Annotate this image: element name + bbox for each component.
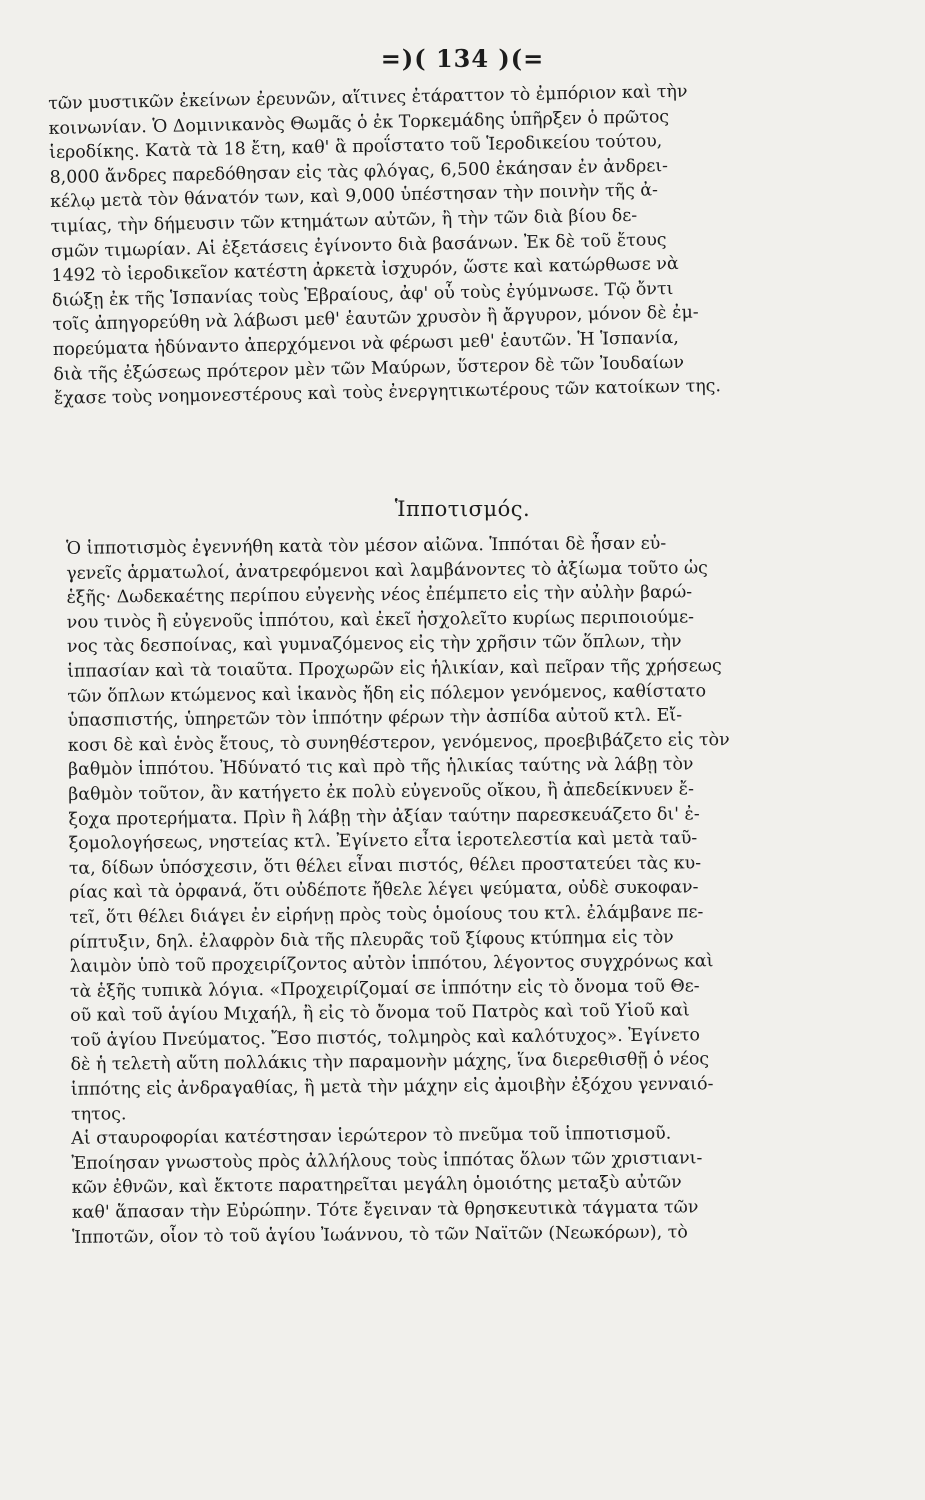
paragraph-chivalry-origin xyxy=(48,530,831,1127)
text-line: ξομολογήσεως, νηστείας κτλ. Ἐγίνετο εἶτα ἱεροτελεστία καὶ μετὰ ταῦ- xyxy=(68,828,698,854)
paragraph-continuation xyxy=(48,77,832,412)
section-heading: Ἱπποτισμός. xyxy=(394,497,531,521)
text-line: νου τινὸς ἢ εὐγενοῦς ἱππότου, καὶ ἐκεῖ ἠσχολεῖτο κυρίως περιποιούμε- xyxy=(66,607,695,633)
text-line: ὑπασπιστής, ὑπηρετῶν τὸν ἱππότην φέρων τὴν ἀσπίδα αὐτοῦ κτλ. Εἴ- xyxy=(67,705,683,731)
text-line: διὰ τῆς ἐξώσεως πρότερον μὲν τῶν Μαύρων, ὕστερον δὲ τῶν Ἰουδαίων xyxy=(53,352,685,385)
text-line: σμῶν τιμωρίαν. Αἱ ἐξετάσεις ἐγίνοντο διὰ βασάνων. Ἐκ δὲ τοῦ ἔτους xyxy=(50,229,667,262)
page-number: =)( 134 )(= xyxy=(380,44,545,73)
text-line: κοσι δὲ καὶ ἑνὸς ἔτους, τὸ συνηθέστερον, γενόμενος, προεβιβάζετο εἰς τὸν xyxy=(67,729,730,756)
text-line: Ἱπποτῶν, οἷον τὸ τοῦ ἁγίου Ἰωάννου, τὸ τῶν Ναϊτῶν (Νεωκόρων), τὸ xyxy=(72,1222,688,1248)
text-line: κοινωνίαν. Ὁ Δομινικανὸς Θωμᾶς ὁ ἐκ Τορκεμάδης ὑπῆρξεν ὁ πρῶτος xyxy=(48,106,670,139)
text-line: 1492 τὸ ἱεροδικεῖον κατέστη ἀρκετὰ ἰσχυρόν, ὥστε καὶ κατώρθωσε νὰ xyxy=(51,254,679,287)
text-line: τητος. xyxy=(70,1103,127,1125)
text-line: καθ' ἅπασαν τὴν Εὐρώπην. Τότε ἔγειναν τὰ θρησκευτικὰ τάγματα τῶν xyxy=(71,1197,699,1223)
text-line: γενεῖς ἁρματωλοί, ἀνατρεφόμενοι καὶ λαμβάνοντες τὸ ἀξίωμα τοῦτο ὡς xyxy=(66,557,708,584)
text-line: ἱεροδίκης. Κατὰ τὰ 18 ἔτη, καθ' ἃ προΐστατο τοῦ Ἱεροδικείου τούτου, xyxy=(48,131,663,164)
text-line: ξοχα προτερήματα. Πρὶν ἢ λάβῃ τὴν ἀξίαν ταύτην παρεσκευάζετο δι' ἐ- xyxy=(68,803,700,830)
text-line: διώξῃ ἐκ τῆς Ἱσπανίας τοὺς Ἑβραίους, ἀφ' οὗ τοὺς ἐγύμνωσε. Τῷ ὄντι xyxy=(51,278,674,311)
text-line: βαθμὸν τοῦτον, ἂν κατήγετο ἐκ πολὺ εὐγενοῦς οἴκου, ἢ ἀπεδείκνυεν ἔ- xyxy=(68,779,695,805)
text-line: νος τὰς δεσποίνας, καὶ γυμναζόμενος εἰς τὴν χρῆσιν τῶν ὅπλων, τὴν xyxy=(66,631,682,658)
text-line: κέλῳ μετὰ τὸν θάνατόν των, καὶ 9,000 ὑπέστησαν τὴν ποινὴν τῆς ἀ- xyxy=(49,180,659,213)
text-line: τιμίας, τὴν δήμευσιν τῶν κτημάτων αὐτῶν, ἢ τὴν τῶν διὰ βίου δε- xyxy=(50,205,638,237)
paragraph-crusades xyxy=(53,1120,832,1250)
text-line: τεῖ, ὅτι θέλει διάγει ἐν εἰρήνῃ πρὸς τοὺς ὁμοίους του κτλ. ἐλάμβανε πε- xyxy=(69,902,704,928)
text-line: λαιμὸν ὑπὸ τοῦ προχειρίζοντος αὐτὸν ἱππότου, λέγοντος συγχρόνως καὶ xyxy=(69,951,714,977)
text-line: ρίας καὶ τὰ ὀρφανά, ὅτι οὐδέποτε ἤθελε λέγει ψεύματα, οὐδὲ συκοφαν- xyxy=(69,877,699,904)
text-line: Αἱ σταυροφορίαι κατέστησαν ἱερώτερον τὸ πνεῦμα τοῦ ἱπποτισμοῦ. xyxy=(71,1123,672,1150)
text-line: Ἐποίησαν γνωστοὺς πρὸς ἀλλήλους τοὺς ἱππότας ὅλων τῶν χριστιανι- xyxy=(71,1148,703,1174)
text-line: τα, δίδων ὑπόσχεσιν, ὅτι θέλει εἶναι πιστός, θέλει προστατεύει τὰς κυ- xyxy=(68,853,702,879)
text-line: ἑξῆς· Δωδεκαέτης περίπου εὐγενὴς νέος ἐπέμπετο εἰς τὴν αὐλὴν βαρώ- xyxy=(66,582,693,609)
text-line: τοῦ ἁγίου Πνεύματος. Ἔσο πιστός, τολμηρὸς καὶ καλότυχος». Ἐγίνετο xyxy=(70,1025,701,1051)
text-line: κῶν ἐθνῶν, καὶ ἔκτοτε παρατηρεῖται μεγάλη ὁμοιότης μεταξὺ αὐτῶν xyxy=(71,1172,682,1199)
text-line: τὰ ἑξῆς τυπικὰ λόγια. «Προχειρίζομαί σε ἱππότην εἰς τὸ ὄνομα τοῦ Θε- xyxy=(69,976,700,1002)
text-line: τῶν ὅπλων κτώμενος καὶ ἱκανὸς ἤδη εἰς πόλεμον γενόμενος, καθίστατο xyxy=(67,680,707,707)
text-block-continuation xyxy=(48,77,832,412)
text-line: Ὁ ἱπποτισμὸς ἐγεννήθη κατὰ τὸν μέσον αἰῶνα. Ἱππόται δὲ ἦσαν εὐ- xyxy=(66,533,667,559)
text-line: δὲ ἡ τελετὴ αὕτη πολλάκις τὴν παραμονὴν μάχης, ἵνα διερεθισθῇ ὁ νέος xyxy=(70,1049,710,1076)
text-line: ἱππότης εἰς ἀνδραγαθίας, ἢ μετὰ τὴν μάχην εἰς ἀμοιβὴν ἐξόχου γενναιό- xyxy=(70,1074,714,1100)
text-block-chivalry xyxy=(48,530,832,1250)
text-line: ρίπτυξιν, δηλ. ἐλαφρὸν διὰ τῆς πλευρᾶς τοῦ ξίφους κτύπημα εἰς τὸν xyxy=(69,927,674,953)
text-line: βαθμὸν ἱππότου. Ἠδύνατό τις καὶ πρὸ τῆς ἡλικίας ταύτης νὰ λάβῃ τὸν xyxy=(67,754,694,781)
text-line: οῦ καὶ τοῦ ἁγίου Μιχαήλ, ἢ εἰς τὸ ὄνομα τοῦ Πατρὸς καὶ τοῦ Υἱοῦ καὶ xyxy=(70,1000,690,1027)
text-line: ἱππασίαν καὶ τὰ τοιαῦτα. Προχωρῶν εἰς ἡλικίαν, καὶ πεῖραν τῆς χρήσεως xyxy=(67,656,722,682)
text-line: 8,000 ἄνδρες παρεδόθησαν εἰς τὰς φλόγας, 6,500 ἐκάησαν ἐν ἀνδρει- xyxy=(49,155,669,188)
text-line: τῶν μυστικῶν ἐκείνων ἐρευνῶν, αἵτινες ἐτάραττον τὸ ἐμπόριον καὶ τὴν xyxy=(48,81,688,114)
text-line: τοῖς ἀπηγορεύθη νὰ λάβωσι μεθ' ἑαυτῶν χρυσὸν ἢ ἄργυρον, μόνον δὲ ἐμ- xyxy=(52,302,699,336)
text-line: ἔχασε τοὺς νοημονεστέρους καὶ τοὺς ἐνεργητικωτέρους τῶν κατοίκων της. xyxy=(53,376,722,410)
text-line: πορεύματα ἠδύναντο ἀπερχόμενοι νὰ φέρωσι μεθ' ἑαυτῶν. Ἡ Ἱσπανία, xyxy=(52,327,679,360)
